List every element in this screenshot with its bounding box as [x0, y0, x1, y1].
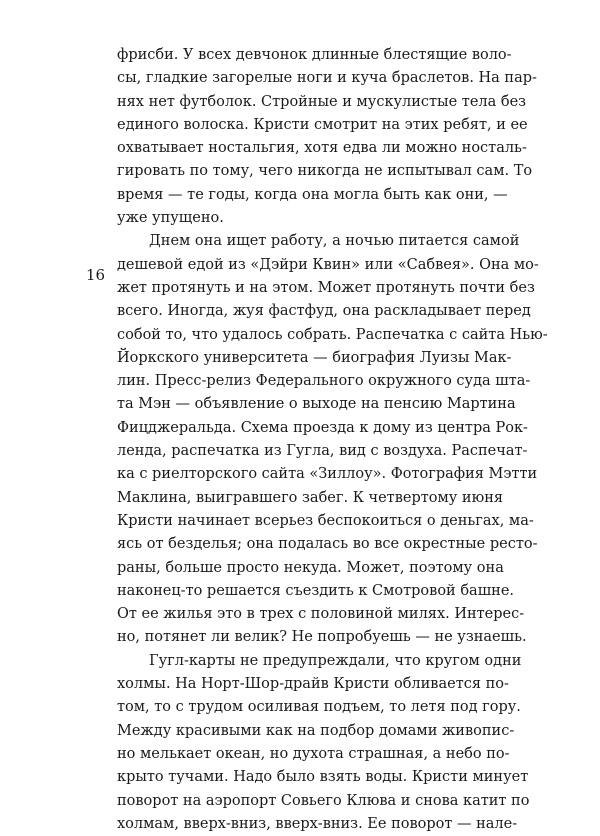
text-line: Днем она ищет работу, а ночью питается самой — [149, 233, 520, 250]
text-line: Маклина, выигравшего забег. К четвертому июня — [117, 489, 504, 506]
text-line: поворот на аэропорт Совьего Клюва и снова катит по — [117, 792, 530, 809]
text-line: раны, больше просто некуда. Может, поэтому она — [117, 559, 504, 576]
text-line: уже упущено. — [117, 210, 224, 227]
text-line: гировать по тому, чего никогда не испытывал сам. То — [117, 163, 533, 180]
text-line: ясь от безделья; она подалась во все окрестные ресто- — [117, 536, 538, 553]
text-line: Кристи начинает всерьез беспокоиться о деньгах, ма- — [117, 512, 534, 529]
page-number: 16 — [86, 266, 106, 284]
text-line: всего. Иногда, жуя фастфуд, она раскладывает перед — [117, 303, 531, 320]
text-line: наконец-то решается съездить к Смотровой башне. — [117, 582, 515, 599]
text-line: собой то, что удалось собрать. Распечатка с сайта Нью- — [117, 326, 548, 343]
text-line: но мелькает океан, но духота страшная, а небо по- — [117, 745, 510, 762]
text-line: крыто тучами. Надо было взять воды. Кристи минует — [117, 769, 529, 786]
text-line: охватывает ностальгия, хотя едва ли можно носталь- — [117, 140, 527, 157]
text-line: От ее жилья это в трех с половиной милях. Интерес- — [117, 606, 525, 623]
text-line: та Мэн — объявление о выходе на пенсию Мартина — [117, 396, 516, 413]
text-line: холмам, вверх-вниз, вверх-вниз. Ее поворот — нале- — [117, 815, 518, 832]
text-line: но, потянет ли велик? Не попробуешь — не узнаешь. — [117, 629, 527, 646]
text-line: ленда, распечатка из Гугла, вид с воздуха. Распечат- — [117, 443, 528, 460]
body-text — [117, 44, 548, 836]
text-line: жет протянуть и на этом. Может протянуть почти без — [117, 279, 535, 296]
text-line: лин. Пресс-релиз Федерального окружного суда шта- — [117, 373, 531, 390]
text-line: единого волоска. Кристи смотрит на этих ребят, и ее — [117, 116, 528, 133]
text-line: Йоркского университета — биография Луизы Мак- — [117, 349, 512, 366]
text-line: нях нет футболок. Стройные и мускулистые тела без — [117, 93, 527, 110]
text-line: том, то с трудом осиливая подъем, то летя под гору. — [117, 699, 521, 716]
text-line: Гугл-карты не предупреждали, что кругом одни — [149, 652, 522, 669]
text-line: Между красивыми как на подбор домами живопис- — [117, 722, 515, 739]
text-line: дешевой едой из «Дэйри Квин» или «Сабвея». Она мо- — [117, 256, 539, 273]
text-line: ка с риелторского сайта «Зиллоу». Фотография Мэтти — [117, 466, 538, 483]
text-line: холмы. На Норт-Шор-драйв Кристи обливается по- — [117, 676, 509, 693]
text-line: время — те годы, когда она могла быть как они, — — [117, 186, 508, 203]
text-line: сы, гладкие загорелые ноги и куча браслетов. На пар- — [117, 70, 537, 87]
text-line: Фицджеральда. Схема проезда к дому из центра Рок- — [117, 419, 528, 436]
text-line: фрисби. У всех девчонок длинные блестящие воло- — [117, 47, 512, 63]
